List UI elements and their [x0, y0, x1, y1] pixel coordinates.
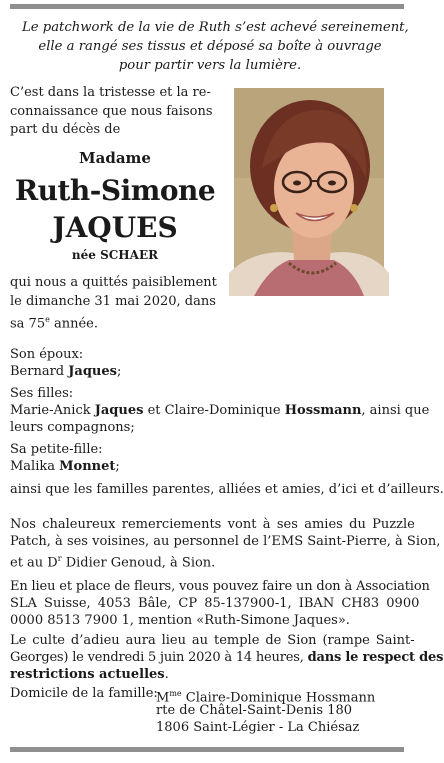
- thanks-line: Patch, à ses voisines, au personnel de l’EMS Saint-Pierre, à Sion,: [10, 534, 441, 549]
- daughters-names: Marie-Anick Jaques et Claire-Dominique Hossmann, ainsi que: [10, 403, 430, 418]
- daughters-label: Ses filles:: [10, 386, 74, 401]
- epigraph-quote: [22, 18, 409, 75]
- intro-line: part du décès de: [10, 122, 121, 137]
- address-label: Domicile de la famille:: [10, 686, 158, 701]
- deceased-title: Madame: [79, 149, 151, 167]
- intro-line: connaissance que nous faisons: [10, 103, 213, 119]
- spouse-name: Bernard Jaques;: [10, 364, 122, 379]
- address-city: 1806 Saint-Légier - La Chiésaz: [156, 720, 360, 735]
- spouse-label: Son époux:: [10, 347, 84, 362]
- service-line: restrictions actuelles.: [10, 667, 169, 682]
- bottom-rule: [10, 747, 404, 752]
- granddaughter-label: Sa petite-fille:: [10, 442, 103, 457]
- top-rule: [10, 4, 404, 9]
- others-line: [10, 481, 444, 498]
- daughters-companions: leurs compagnons;: [10, 420, 135, 435]
- donation-paragraph: [10, 578, 430, 629]
- spouse-section: [10, 346, 406, 380]
- thanks-line: Nos chaleureux remerciements vont à ses amies du Puzzle: [10, 517, 415, 532]
- passing-line: sa 75e année.: [10, 315, 98, 332]
- intro-text: [10, 84, 220, 140]
- others-text: ainsi que les familles parentes, alliées et amies, d’ici et d’ailleurs.: [10, 482, 444, 497]
- donation-line: En lieu et place de fleurs, vous pouvez faire un don à Association: [10, 579, 430, 594]
- address-street: rte de Châtel-Saint-Denis 180: [156, 703, 353, 718]
- thanks-line: et au $D^r$ Didier Genoud, à Sion.: [10, 554, 216, 571]
- passing-line: qui nous a quittés paisiblement: [10, 275, 217, 290]
- daughters-section: [10, 385, 430, 436]
- granddaughter-name: Malika Monnet;: [10, 459, 120, 474]
- passing-text: [10, 274, 230, 334]
- intro-line: C’est dans la tristesse et la re-: [10, 85, 211, 100]
- portrait-photo: [234, 88, 384, 296]
- donation-line: SLA Suisse, 4053 Bâle, CP 85-137900-1, IBAN CH83 0900: [10, 596, 420, 611]
- quote-line: pour partir vers la lumière.: [118, 58, 302, 73]
- service-line: Georges) le vendredi 5 juin 2020 à 14 heures, dans le respect des: [10, 650, 444, 665]
- portrait-photo-icon: [234, 88, 384, 296]
- service-paragraph: [10, 632, 444, 683]
- service-line: Le culte d’adieu aura lieu au temple de Sion (rampe Saint-: [10, 633, 415, 648]
- donation-line: 0000 8513 7900 1, mention «Ruth-Simone Jaques».: [10, 613, 350, 628]
- maiden-name: née SCHAER: [71, 248, 159, 262]
- quote-line: elle a rangé ses tissus et déposé sa boîte à ouvrage: [38, 39, 382, 54]
- quote-line: Le patchwork de la vie de Ruth s’est achevé sereinement,: [22, 20, 409, 35]
- address-name: $M^{me}$ Claire-Dominique Hossmann: [156, 689, 376, 706]
- passing-line: le dimanche 31 mai 2020, dans: [10, 293, 216, 309]
- deceased-first-name: Ruth-Simone: [14, 174, 216, 207]
- thanks-paragraph: [10, 516, 441, 571]
- deceased-last-name: JAQUES: [52, 211, 178, 244]
- granddaughter-section: [10, 441, 406, 475]
